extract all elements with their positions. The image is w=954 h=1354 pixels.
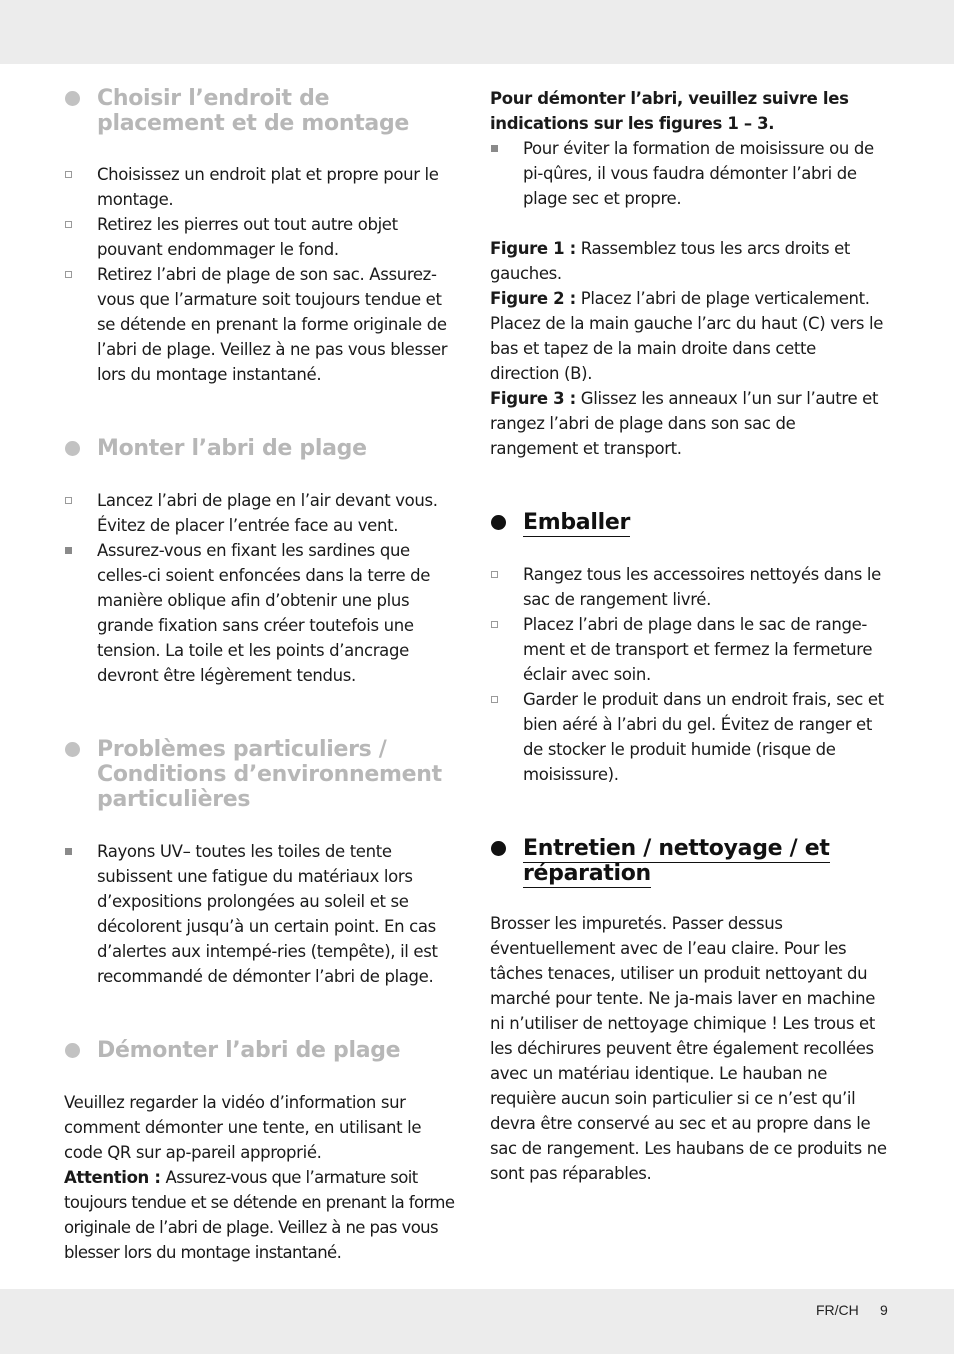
attention-text: Assurez-vous que l’armature soit toujours tendue et se détende en prenant la forme originale de l’abri de plage. Veillez à ne pas vous blesser lors du montage instantané. <box>64 1168 455 1262</box>
page-number: 9 <box>880 1302 888 1318</box>
section-heading-montage: Monter l’abri de plage <box>64 436 462 461</box>
checkbox-square-icon <box>65 171 72 178</box>
filled-square-icon <box>65 547 72 554</box>
section-heading-demonter: Démonter l’abri de plage <box>64 1038 462 1063</box>
list-item: Retirez l’abri de plage de son sac. Assurez-vous que l’armature soit toujours tendue et se détende en prenant la forme originale de l’abri de plage. Veillez à ne pas vous blesser lors du montage instantané. <box>64 262 462 387</box>
demonter-paragraph: Veuillez regarder la vidéo d’information sur comment démonter une tente, en utilisant le code QR sur ap-pareil approprié. <box>64 1093 422 1162</box>
list-item: Pour éviter la formation de moisissure ou de pi-qûres, il vous faudra démonter l’abri de plage sec et propre. <box>490 136 888 211</box>
section-heading-emballer: Emballer <box>490 510 888 535</box>
intro-bold-text: Pour démonter l’abri, veuillez suivre les indications sur les figures 1 – 3. <box>490 89 849 133</box>
checkbox-square-icon <box>65 497 72 504</box>
bullet-dot-icon <box>65 1043 80 1058</box>
bullet-dot-icon <box>65 742 80 757</box>
list-item: Garder le produit dans un endroit frais, sec et bien aéré à l’abri du gel. Évitez de ranger et de stocker le produit humide (risque de moisissure). <box>490 687 888 787</box>
placement-list <box>64 162 462 387</box>
bullet-dot-icon <box>491 515 506 530</box>
figure-3-text: Figure 3 : Glissez les anneaux l’un sur l’autre et rangez l’abri de plage dans son sac de rangement et transport. <box>490 389 879 458</box>
list-item: Rangez tous les accessoires nettoyés dans le sac de rangement livré. <box>490 562 888 612</box>
footer-language-code: FR/CH <box>816 1302 859 1318</box>
filled-square-icon <box>491 145 498 152</box>
checkbox-square-icon <box>491 571 498 578</box>
bullet-dot-icon <box>491 841 506 856</box>
list-item: Rayons UV– toutes les toiles de tente subissent une fatigue du matériaux lors d’expositions prolongées au soleil et se décolorent jusqu’à un certain point. En cas d’alertes aux intempé-ries (tempête), il est recommandé de démonter l’abri de plage. <box>64 839 462 989</box>
attention-paragraph <box>64 1165 462 1265</box>
checkbox-square-icon <box>491 696 498 703</box>
bottom-band <box>0 1289 954 1354</box>
checkbox-square-icon <box>65 221 72 228</box>
left-column <box>64 86 462 1265</box>
figure-2-text: Figure 2 : Placez l’abri de plage verticalement. Placez de la main gauche l’arc du haut (C) vers le bas et tapez de la main droite dans cette direction (B). <box>490 289 884 383</box>
list-item: Placez l’abri de plage dans le sac de range-ment et de transport et fermez la fermeture éclair avec soin. <box>490 612 888 687</box>
bullet-dot-icon <box>65 91 80 106</box>
montage-list <box>64 488 462 688</box>
checkbox-square-icon <box>65 271 72 278</box>
filled-square-icon <box>65 848 72 855</box>
top-band <box>0 0 954 64</box>
entretien-paragraph: Brosser les impuretés. Passer dessus éventuellement avec de l’eau claire. Pour les tâches tenaces, utiliser un produit nettoyant du marché pour tente. Ne ja-mais laver en machine ni n’utiliser de nettoyage chimique ! Les trous et les déchirures peuvent être également recollées avec un matériau identique. Le hauban ne requière aucun soin particulier si ce n’est qu’il devra être conservé au sec et au propre dans le sac de rangement. Les haubans de ce produits ne sont pas réparables. <box>490 914 887 1183</box>
figure-3-label: Figure 3 : <box>490 389 576 408</box>
list-item: Lancez l’abri de plage en l’air devant vous. Évitez de placer l’entrée face au vent. <box>64 488 462 538</box>
section-heading-entretien: Entretien / nettoyage / et réparation <box>490 836 888 886</box>
section-heading-problemes: Problèmes particuliers / Conditions d’environnement particulières <box>64 737 462 812</box>
right-column <box>490 86 888 1186</box>
emballer-list <box>490 562 888 787</box>
section-heading-placement: Choisir l’endroit de placement et de montage <box>64 86 462 136</box>
list-item: Assurez-vous en fixant les sardines que celles-ci soient enfoncées dans la terre de manière oblique afin d’obtenir une plus grande fixation sans créer toutefois une tension. La toile et les points d’ancrage devront être légèrement tendus. <box>64 538 462 688</box>
intro-list <box>490 136 888 211</box>
figure-1-text: Figure 1 : Rassemblez tous les arcs droits et gauches. <box>490 239 851 283</box>
list-item: Choisissez un endroit plat et propre pour le montage. <box>64 162 462 212</box>
bullet-dot-icon <box>65 441 80 456</box>
checkbox-square-icon <box>491 621 498 628</box>
figure-2-label: Figure 2 : <box>490 289 576 308</box>
figure-1-label: Figure 1 : <box>490 239 576 258</box>
attention-label: Attention : <box>64 1168 161 1187</box>
problemes-list <box>64 839 462 989</box>
list-item: Retirez les pierres out tout autre objet pouvant endommager le fond. <box>64 212 462 262</box>
